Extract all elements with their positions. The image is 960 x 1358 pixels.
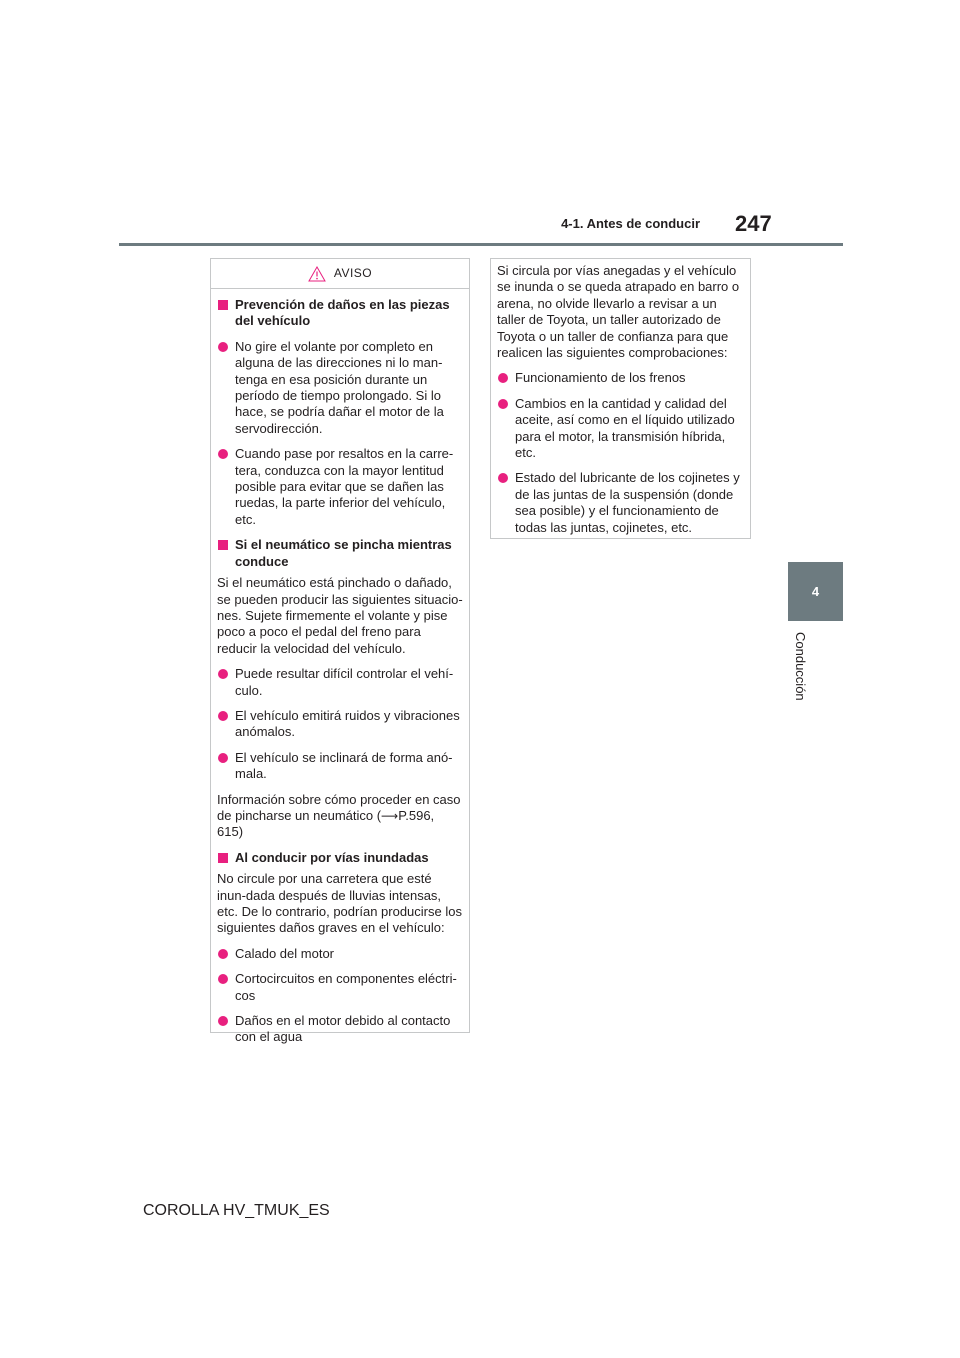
bullet-text: Cortocircuitos en componentes eléctri-cos — [235, 971, 457, 1003]
list-item — [217, 666, 463, 699]
bullet-text: El vehículo emitirá ruidos y vibraciones anómalos. — [235, 707, 460, 740]
list-item — [497, 370, 744, 386]
bullet-icon — [498, 399, 508, 409]
bullet-text: Calado del motor — [235, 945, 334, 961]
notice-box-continued — [490, 258, 751, 539]
bullet-icon — [218, 449, 228, 459]
list-item — [217, 971, 463, 1004]
bullet-icon — [218, 669, 228, 679]
paragraph: Si circula por vías anegadas y el vehículo se inunda o se queda atrapado en barro o arena, no olvide llevarlo a revisar a un taller de Toyota, un taller autorizado de Toyota o un taller de confianza para que realicen las siguientes comprobaciones: — [497, 263, 740, 361]
list-item — [217, 1013, 463, 1046]
list-item — [217, 750, 463, 783]
notice-header — [211, 259, 469, 289]
bullet-text: Cambios en la cantidad y calidad del aceite, así como en el líquido utilizado para el motor, la transmisión híbrida, etc. — [515, 395, 735, 461]
chapter-label: Conducción — [793, 632, 808, 701]
list-item — [217, 446, 463, 528]
paragraph: Si el neumático está pinchado o dañado, se pueden producir las siguientes situacio-nes. Sujete firmemente el volante y pise poco a poco el pedal del freno para reducir la velocidad del vehículo. — [217, 575, 463, 656]
list-item — [497, 470, 744, 536]
notice-body-left — [211, 289, 469, 1046]
bullet-icon — [218, 1016, 228, 1026]
paragraph-text: Información sobre cómo proceder en caso de pincharse un neumático ( — [217, 791, 461, 823]
section-heading: Prevención de daños en las piezas del vehículo — [217, 297, 463, 330]
list-item — [497, 396, 744, 462]
paragraph — [217, 792, 463, 841]
bullet-text: Puede resultar difícil controlar el vehí-culo. — [235, 666, 454, 698]
section-heading: Si el neumático se pincha mientras conduce — [217, 537, 463, 570]
section-title: 4-1. Antes de conducir — [561, 216, 700, 231]
bullet-text: Funcionamiento de los frenos — [515, 370, 686, 386]
bullet-icon — [498, 473, 508, 483]
page-reference[interactable]: P.596, 615) — [217, 807, 435, 840]
bullet-text: Estado del lubricante de los cojinetes y de las juntas de la suspensión (donde sea posible) y el funcionamiento de todas las juntas, cojinetes, etc. — [515, 470, 740, 535]
list-item — [217, 708, 463, 741]
chapter-tab — [788, 562, 843, 621]
bullet-icon — [218, 753, 228, 763]
bullet-text: El vehículo se inclinará de forma anó-mala. — [235, 749, 453, 782]
section-heading: Al conducir por vías inundadas — [217, 850, 463, 866]
header-rule — [119, 243, 843, 246]
paragraph: No circule por una carretera que esté inun-dada después de lluvias intensas, etc. De lo contrario, podrían producirse los siguientes daños graves en el vehículo: — [217, 871, 462, 936]
bullet-icon — [218, 949, 228, 959]
page-number: 247 — [735, 211, 772, 236]
notice-title: AVISO — [333, 266, 373, 281]
bullet-icon — [218, 342, 228, 352]
bullet-text: Daños en el motor debido al contacto con el agua — [235, 1013, 451, 1045]
bullet-icon — [498, 373, 508, 383]
bullet-text: No gire el volante por completo en alguna de las direcciones ni lo man-tenga en esa posición durante un período de tiempo prolongado. Si lo hace, se podría dañar el motor de la servodirección. — [235, 338, 444, 436]
warning-triangle-icon — [308, 266, 326, 282]
chapter-number: 4 — [811, 584, 820, 599]
footer-model: COROLLA HV_TMUK_ES — [143, 1202, 330, 1219]
list-item — [217, 946, 463, 962]
bullet-text: Cuando pase por resaltos en la carre-tera, conduzca con la mayor lentitud posible para evitar que se dañen las ruedas, la parte inferior del vehículo, etc. — [235, 446, 454, 527]
list-item — [217, 339, 463, 437]
notice-box — [210, 258, 470, 1045]
bullet-icon — [218, 711, 228, 721]
bullet-icon — [218, 974, 228, 984]
arrow-right-icon: ⟶ — [381, 808, 399, 823]
